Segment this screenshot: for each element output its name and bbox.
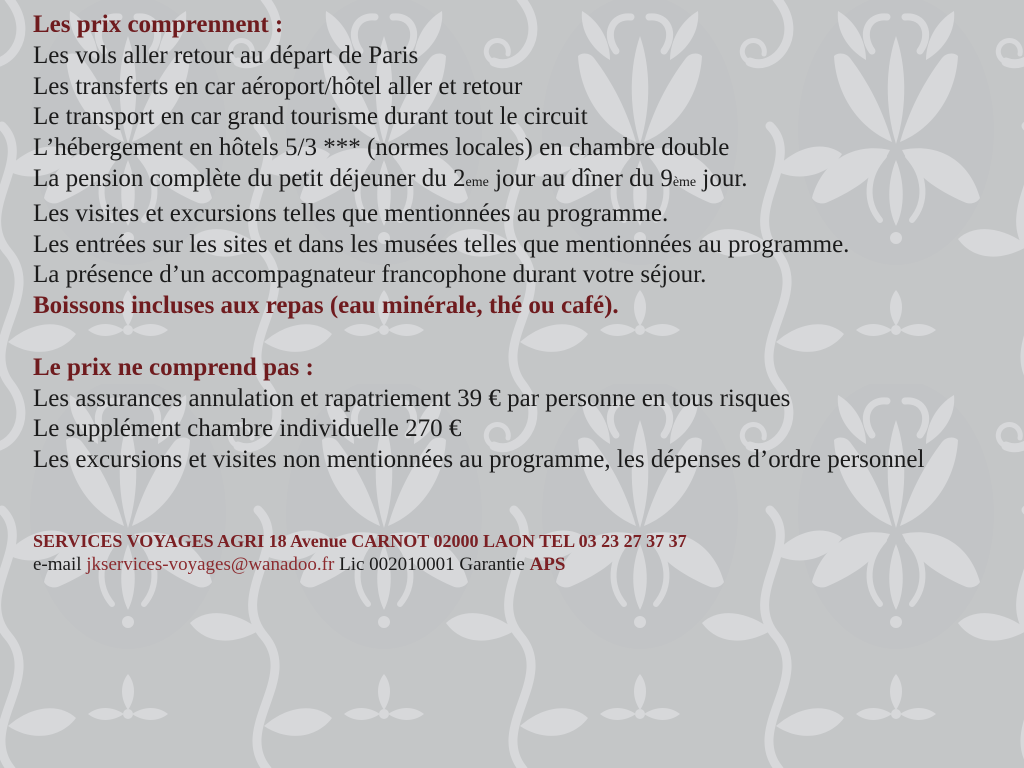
- pension-text: La pension complète du petit déjeuner du 2: [33, 164, 466, 192]
- list-item: Les excursions et visites non mentionnées au programme, les dépenses d’ordre personnel: [33, 446, 925, 474]
- garantie-org: APS: [529, 554, 566, 575]
- list-item: Le supplément chambre individuelle 270 €: [33, 415, 462, 443]
- section-excludes: [33, 353, 1008, 476]
- section-includes: [33, 10, 1008, 322]
- list-item: L’hébergement en hôtels 5/3 *** (normes locales) en chambre double: [33, 134, 730, 162]
- includes-highlight: Boissons incluses aux repas (eau minérale, thé ou café).: [33, 292, 619, 320]
- list-item: Les transferts en car aéroport/hôtel aller et retour: [33, 72, 523, 100]
- pension-text: jour.: [696, 164, 748, 192]
- email-link[interactable]: jkservices-voyages@wanadoo.fr: [86, 554, 335, 575]
- ordinal-suffix: eme: [465, 174, 489, 190]
- slide-body: [33, 10, 1008, 476]
- section-spacer: [33, 322, 1008, 353]
- list-item-pension: [33, 164, 1008, 199]
- contact-line: [33, 554, 1008, 576]
- list-item: Les visites et excursions telles que mentionnées au programme.: [33, 199, 669, 227]
- list-item: Le transport en car grand tourisme durant tout le circuit: [33, 103, 588, 131]
- agency-line: SERVICES VOYAGES AGRI 18 Avenue CARNOT 02000 LAON TEL 03 23 27 37 37: [33, 531, 687, 551]
- list-item: Les entrées sur les sites et dans les musées telles que mentionnées au programme.: [33, 230, 850, 258]
- includes-heading: Les prix comprennent :: [33, 11, 284, 38]
- ordinal-suffix: ème: [672, 174, 697, 190]
- list-item: La présence d’un accompagnateur francophone durant votre séjour.: [33, 261, 707, 289]
- license-text: Lic 002010001 Garantie: [339, 554, 525, 575]
- list-item: Les vols aller retour au départ de Paris: [33, 41, 419, 69]
- pension-text: jour au dîner du 9: [488, 164, 673, 192]
- agency-footer: [33, 530, 1008, 576]
- list-item: Les assurances annulation et rapatriement 39 € par personne en tous risques: [33, 384, 791, 412]
- excludes-heading: Le prix ne comprend pas :: [33, 353, 314, 381]
- email-label: e-mail: [33, 554, 82, 575]
